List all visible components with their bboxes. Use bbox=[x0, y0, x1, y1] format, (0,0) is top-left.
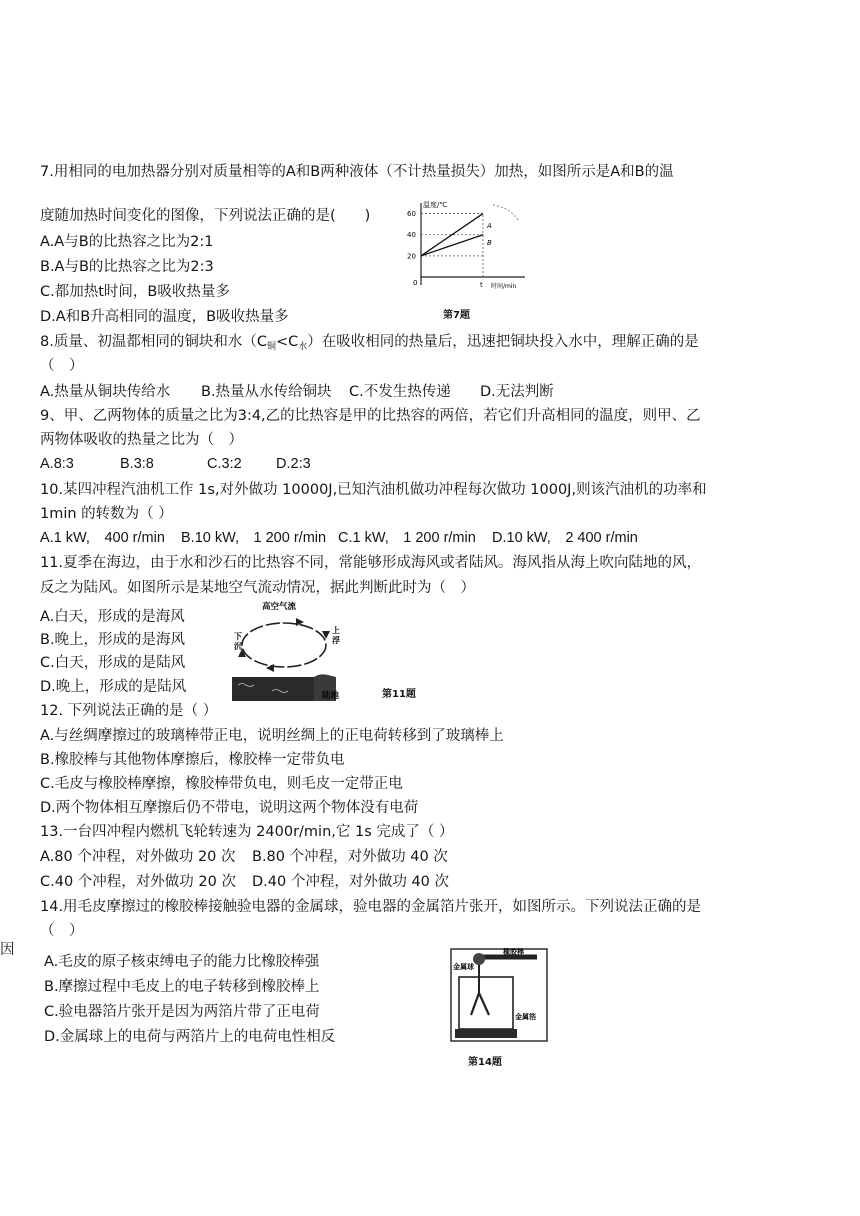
q8-sub-water: 水 bbox=[298, 342, 308, 352]
q11-stem-line1: 11.夏季在海边，由于水和沙石的比热容不同，常能够形成海风或者陆风。海风指从海上吹向陆地的风， bbox=[40, 555, 702, 571]
left-label-1: 下 bbox=[234, 632, 242, 641]
q8-blank: （ ） bbox=[40, 358, 84, 374]
q13-option-d: D.40 个冲程，对外做功 40 次 bbox=[252, 874, 450, 890]
q7-figure-caption: 第7题 bbox=[443, 310, 470, 321]
q13-option-b: B.80 个冲程，对外做功 40 次 bbox=[252, 849, 448, 865]
line-b-label: B bbox=[487, 239, 492, 247]
q12-stem: 12. 下列说法正确的是（ ） bbox=[40, 703, 218, 719]
q8-option-b: B.热量从水传给铜块 bbox=[201, 384, 332, 400]
q8-stem-pre: 8.质量、初温都相同的铜块和水（C bbox=[40, 334, 267, 350]
y-tick-label: 20 bbox=[407, 252, 416, 261]
q12-option-c: C.毛皮与橡胶棒摩擦，橡胶棒带负电，则毛皮一定带正电 bbox=[40, 776, 403, 792]
q10-option-a: A.1 kW, 400 r/min bbox=[40, 530, 165, 546]
q8-stem-post: ）在吸收相同的热量后，迅速把铜块投入水中，理解正确的是 bbox=[307, 334, 699, 350]
q7-stem-line2: 度随加热时间变化的图像，下列说法正确的是( ) bbox=[40, 208, 371, 224]
base bbox=[455, 1029, 517, 1038]
q8-sub-copper: 铜 bbox=[266, 342, 276, 352]
metal-ball bbox=[473, 953, 485, 965]
q14-stem-line2: （ ） bbox=[40, 923, 84, 939]
q14-electroscope-figure bbox=[445, 945, 553, 1045]
q14-option-c: C.验电器箔片张开是因为两箔片带了正电荷 bbox=[44, 1004, 320, 1020]
origin-label: 0 bbox=[413, 279, 418, 287]
q14-figure-caption: 第14题 bbox=[468, 1057, 502, 1068]
scan-smudge bbox=[493, 205, 519, 221]
q14-option-d: D.金属球上的电荷与两箔片上的电荷电性相反 bbox=[44, 1029, 336, 1045]
q13-option-c: C.40 个冲程，对外做功 20 次 bbox=[40, 874, 236, 890]
q14-option-a: A.毛皮的原子核束缚电子的能力比橡胶棒强 bbox=[44, 954, 320, 970]
q14-stem-line1: 14.用毛皮摩擦过的橡胶棒接触验电器的金属球，验电器的金属箔片张开，如图所示。下列说法正确的是 bbox=[40, 899, 702, 915]
q11-stem-line2: 反之为陆风。如图所示是某地空气流动情况，据此判断此时为（ ） bbox=[40, 580, 475, 596]
q7-option-d: D.A和B升高相同的温度，B吸收热量多 bbox=[40, 309, 289, 325]
t-tick-label: t bbox=[480, 281, 483, 289]
q11-air-flow-figure bbox=[232, 597, 352, 702]
ball-label: 金属球 bbox=[453, 963, 474, 971]
right-label-1: 上 bbox=[332, 626, 340, 635]
q11-option-c: C.白天，形成的是陆风 bbox=[40, 655, 186, 671]
margin-char: 因 bbox=[0, 942, 15, 958]
q10-option-d: D.10 kW, 2 400 r/min bbox=[492, 530, 638, 546]
q13-stem: 13.一台四冲程内燃机飞轮转速为 2400r/min,它 1s 完成了（ ） bbox=[40, 824, 454, 840]
rod-label: 橡胶棒 bbox=[503, 948, 524, 956]
q11-figure-caption: 第11题 bbox=[382, 689, 416, 700]
circulation-loop bbox=[242, 623, 326, 667]
q12-option-b: B.橡胶棒与其他物体摩擦后，橡胶棒一定带负电 bbox=[40, 752, 345, 768]
q7-option-b: B.A与B的比热容之比为2:3 bbox=[40, 259, 214, 275]
foil-right bbox=[479, 993, 489, 1015]
q9-option-b: B.3:8 bbox=[120, 456, 154, 472]
q7-stem-line1: 7.用相同的电加热器分别对质量相等的A和B两种液体（不计热量损失）加热，如图所示是A和B的温 bbox=[40, 164, 674, 180]
y-tick-label: 40 bbox=[407, 231, 416, 240]
q11-option-d: D.晚上，形成的是陆风 bbox=[40, 679, 187, 695]
q10-option-c: C.1 kW, 1 200 r/min bbox=[338, 530, 476, 546]
q8-stem bbox=[40, 332, 699, 357]
q10-option-b: B.10 kW, 1 200 r/min bbox=[181, 530, 327, 546]
q10-stem-line2: 1min 的转数为（ ） bbox=[40, 506, 173, 522]
q8-option-c: C.不发生热传递 bbox=[349, 384, 451, 400]
q7-option-a: A.A与B的比热容之比为2:1 bbox=[40, 234, 214, 250]
q9-option-d: D.2:3 bbox=[276, 456, 311, 472]
q13-option-a: A.80 个冲程，对外做功 20 次 bbox=[40, 849, 236, 865]
foil-left bbox=[471, 993, 479, 1015]
q8-option-d: D.无法判断 bbox=[480, 384, 554, 400]
q7-temperature-graph bbox=[405, 197, 535, 292]
q10-stem-line1: 10.某四冲程汽油机工作 1s,对外做功 10000J,已知汽油机做功冲程每次做功 1000J,则该汽油机的功率和 bbox=[40, 482, 707, 498]
q12-option-d: D.两个物体相互摩擦后仍不带电，说明这两个物体没有电荷 bbox=[40, 800, 419, 816]
q9-stem-line2: 两物体吸收的热量之比为（ ） bbox=[40, 432, 243, 448]
q9-option-a: A.8:3 bbox=[40, 456, 74, 472]
q11-option-b: B.晚上，形成的是海风 bbox=[40, 632, 186, 648]
jar-body bbox=[459, 977, 513, 1029]
line-a-label: A bbox=[487, 222, 492, 230]
q7-option-c: C.都加热t时间，B吸收热量多 bbox=[40, 284, 230, 300]
q12-option-a: A.与丝绸摩擦过的玻璃棒带正电，说明丝绸上的正电荷转移到了玻璃棒上 bbox=[40, 728, 504, 744]
x-axis-label: 时间/min bbox=[491, 283, 517, 290]
foil-label: 金属箔 bbox=[515, 1013, 536, 1021]
sea-area bbox=[232, 677, 314, 701]
right-label-2: 浮 bbox=[332, 636, 340, 645]
q8-less-than: <C bbox=[275, 334, 299, 350]
q8-option-a: A.热量从铜块传给水 bbox=[40, 384, 171, 400]
land-label: 陆地 bbox=[322, 691, 340, 701]
q14-option-b: B.摩擦过程中毛皮上的电子转移到橡胶棒上 bbox=[44, 979, 320, 995]
q11-option-a: A.白天，形成的是海风 bbox=[40, 609, 185, 625]
y-axis-label: 温度/℃ bbox=[423, 201, 448, 209]
q9-stem-line1: 9、甲、乙两物体的质量之比为3:4,乙的比热容是甲的比热容的两倍，若它们升高相同的温度，则甲、乙 bbox=[40, 408, 701, 424]
q9-option-c: C.3:2 bbox=[207, 456, 242, 472]
top-air-label: 高空气流 bbox=[262, 602, 297, 612]
left-label-2: 沉 bbox=[234, 642, 242, 651]
y-tick-label: 60 bbox=[407, 210, 416, 219]
series-line-b bbox=[421, 235, 483, 256]
